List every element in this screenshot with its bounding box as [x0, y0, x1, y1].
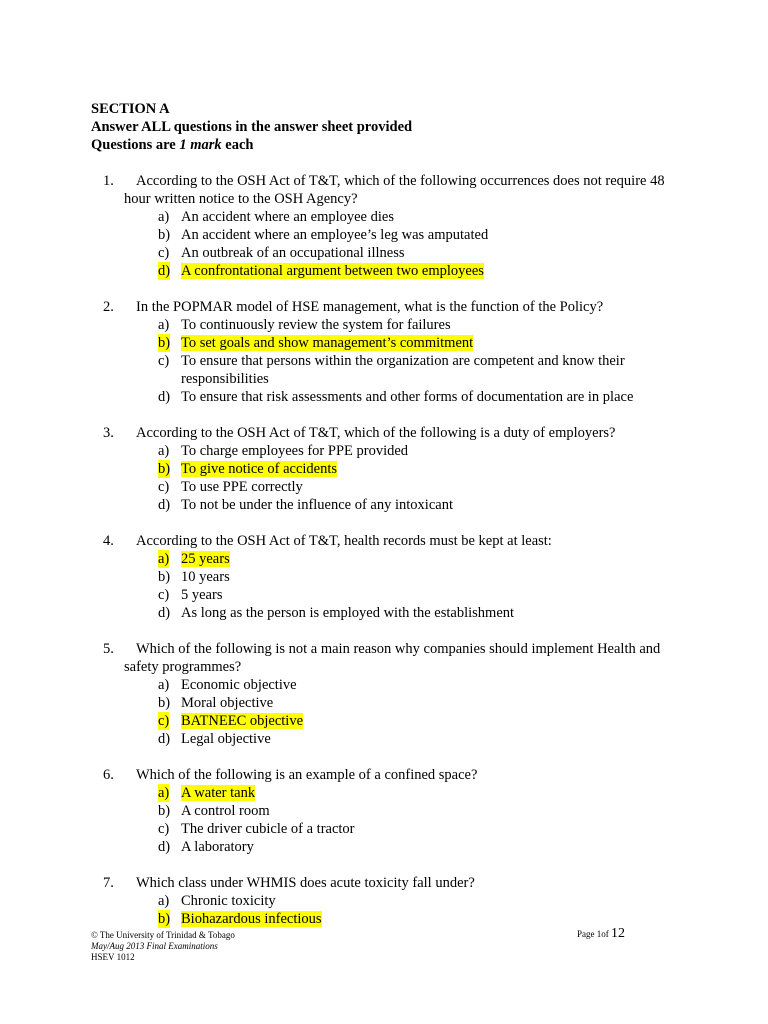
option-b [0, 694, 768, 712]
option-d [0, 262, 768, 280]
option-c [0, 478, 768, 496]
footer-course: HSEV 1012 [91, 952, 135, 962]
option-letter: b) [158, 335, 171, 351]
question-text [0, 640, 768, 676]
option-letter: d) [158, 497, 171, 513]
question-text [0, 874, 768, 892]
option-d [0, 496, 768, 514]
question-number: 4. [103, 533, 114, 549]
question-3 [0, 424, 768, 514]
option-letter: c) [158, 821, 170, 837]
option-letter: b) [158, 911, 171, 927]
question-list [0, 172, 768, 946]
option-letter: c) [158, 245, 170, 261]
page-prefix: Page [577, 929, 597, 939]
question-number: 5. [103, 641, 114, 657]
question-text [0, 298, 768, 316]
option-letter: c) [158, 713, 170, 729]
option-text: To not be under the influence of any intoxicant [181, 497, 453, 513]
question-number: 3. [103, 425, 114, 441]
marks-suffix: each [221, 137, 254, 153]
option-c [0, 244, 768, 262]
question-number: 7. [103, 875, 114, 891]
option-letter: a) [158, 317, 170, 333]
option-text: To charge employees for PPE provided [181, 443, 409, 459]
option-text: A control room [181, 803, 270, 819]
marks-value: 1 mark [179, 137, 222, 153]
option-a [0, 208, 768, 226]
option-text: Moral objective [181, 695, 274, 711]
question-number: 6. [103, 767, 114, 783]
question-5 [0, 640, 768, 748]
option-text: To ensure that persons within the organization are competent and know their responsibilities [181, 353, 625, 387]
page-current: 1 [596, 929, 602, 939]
option-text: The driver cubicle of a tractor [181, 821, 355, 837]
option-text: To continuously review the system for failures [181, 317, 451, 333]
question-4 [0, 532, 768, 622]
option-c [0, 352, 768, 388]
option-a [0, 784, 768, 802]
option-letter: b) [158, 227, 171, 243]
option-c [0, 586, 768, 604]
page-footer [91, 930, 235, 963]
option-b [0, 910, 768, 928]
question-text [0, 532, 768, 550]
option-letter: a) [158, 443, 170, 459]
question-stem: Which of the following is not a main reason why companies should implement Health and safety programmes? [124, 641, 661, 675]
option-text: Chronic toxicity [181, 893, 276, 909]
question-text [0, 766, 768, 784]
option-letter: b) [158, 695, 171, 711]
option-text: A water tank [181, 785, 256, 801]
option-text: 25 years [181, 551, 230, 567]
option-text: An accident where an employee dies [181, 209, 394, 225]
footer-exam: May/Aug 2013 Final Examinations [91, 941, 218, 951]
option-letter: a) [158, 893, 170, 909]
option-text: An outbreak of an occupational illness [181, 245, 405, 261]
option-text: A laboratory [181, 839, 254, 855]
option-d [0, 388, 768, 406]
option-a [0, 442, 768, 460]
option-letter: d) [158, 839, 171, 855]
option-letter: c) [158, 479, 170, 495]
option-c [0, 820, 768, 838]
option-b [0, 334, 768, 352]
option-letter: d) [158, 731, 171, 747]
question-stem: According to the OSH Act of T&T, which of the following is a duty of employers? [136, 425, 616, 441]
question-text [0, 172, 768, 208]
option-a [0, 892, 768, 910]
option-d [0, 838, 768, 856]
question-text [0, 424, 768, 442]
page-of: of [601, 929, 611, 939]
question-stem: According to the OSH Act of T&T, health records must be kept at least: [136, 533, 552, 549]
question-number: 1. [103, 173, 114, 189]
page-total: 12 [611, 926, 625, 941]
option-letter: c) [158, 587, 170, 603]
question-stem: According to the OSH Act of T&T, which of the following occurrences does not require 48 hour written notice to the OSH Agency? [124, 173, 665, 207]
question-6 [0, 766, 768, 856]
option-letter: b) [158, 803, 171, 819]
option-text: A confrontational argument between two employees [181, 263, 484, 279]
question-7 [0, 874, 768, 928]
page-number [577, 926, 625, 942]
option-d [0, 730, 768, 748]
option-a [0, 550, 768, 568]
section-title: SECTION A [91, 101, 170, 117]
option-b [0, 460, 768, 478]
option-text: Legal objective [181, 731, 271, 747]
option-letter: b) [158, 569, 171, 585]
question-1 [0, 172, 768, 280]
option-text: Biohazardous infectious [181, 911, 322, 927]
option-text: To ensure that risk assessments and other forms of documentation are in place [181, 389, 634, 405]
question-2 [0, 298, 768, 406]
option-text: To use PPE correctly [181, 479, 303, 495]
section-instruction: Answer ALL questions in the answer sheet provided [91, 119, 413, 135]
option-b [0, 802, 768, 820]
option-letter: a) [158, 785, 170, 801]
question-stem: In the POPMAR model of HSE management, what is the function of the Policy? [136, 299, 604, 315]
question-number: 2. [103, 299, 114, 315]
option-letter: b) [158, 461, 171, 477]
option-text: An accident where an employee’s leg was amputated [181, 227, 489, 243]
option-b [0, 568, 768, 586]
option-text: Economic objective [181, 677, 297, 693]
marks-prefix: Questions are [91, 137, 180, 153]
option-text: 5 years [181, 587, 223, 603]
option-letter: a) [158, 209, 170, 225]
question-stem: Which of the following is an example of a confined space? [136, 767, 478, 783]
option-letter: d) [158, 263, 171, 279]
option-letter: d) [158, 605, 171, 621]
option-b [0, 226, 768, 244]
option-c [0, 712, 768, 730]
option-a [0, 316, 768, 334]
option-text: To set goals and show management’s commitment [181, 335, 474, 351]
option-d [0, 604, 768, 622]
option-text: To give notice of accidents [181, 461, 338, 477]
footer-copyright: © The University of Trinidad & Tobago [91, 930, 235, 940]
option-letter: a) [158, 551, 170, 567]
option-letter: c) [158, 353, 170, 369]
question-stem: Which class under WHMIS does acute toxicity fall under? [136, 875, 475, 891]
option-letter: d) [158, 389, 171, 405]
option-text: As long as the person is employed with the establishment [181, 605, 515, 621]
section-header [91, 100, 412, 154]
section-marks-note [91, 136, 412, 154]
option-text: 10 years [181, 569, 230, 585]
option-text: BATNEEC objective [181, 713, 304, 729]
option-letter: a) [158, 677, 170, 693]
option-a [0, 676, 768, 694]
